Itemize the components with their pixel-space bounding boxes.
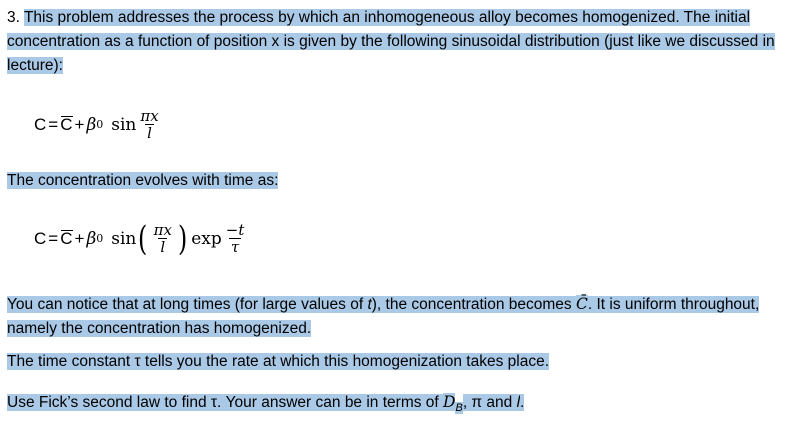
fick-line <box>7 390 524 420</box>
eq2-den: l <box>160 238 166 256</box>
fick-d: D <box>443 393 456 411</box>
eq2-lparen: ( <box>138 218 148 259</box>
eq2-beta: β <box>86 228 97 249</box>
long-times-part1: You can notice that at long times (for large values of <box>7 296 368 313</box>
eq2-sin: sin <box>111 228 137 249</box>
equation-initial-concentration <box>34 108 163 141</box>
long-times-part3: . It is uniform throughout, namely the concentration has homogenized. <box>7 296 760 337</box>
eq1-beta: β <box>86 114 97 135</box>
eq1-c: C <box>34 114 47 134</box>
problem-intro-text: This problem addresses the process by which an inhomogeneous alloy becomes homogenized. The initial concentration as a function of position x is given by the following sinusoidal distribution (just like we discussed in lecture): <box>7 9 775 74</box>
fick-l: l <box>516 394 521 411</box>
eq1-cbar: C <box>60 114 73 134</box>
fick-d-sub: B <box>455 402 463 415</box>
eq2-exp-den: τ <box>230 238 240 256</box>
eq1-fraction <box>138 108 160 141</box>
long-times-part2: ), the concentration becomes <box>371 296 576 313</box>
evolves-line <box>7 169 278 193</box>
eq1-sin: sin <box>111 114 137 135</box>
long-times-paragraph <box>7 292 767 341</box>
eq1-num: πx <box>140 107 159 125</box>
time-constant-line <box>7 350 549 374</box>
eq1-den: l <box>147 124 152 142</box>
eq2-cbar: C <box>60 228 73 248</box>
fick-part3: . <box>520 394 525 411</box>
time-constant-text: The time constant τ tells you the rate at which this homogenization takes place. <box>7 353 550 370</box>
eq2-exp-num: −t <box>225 221 245 239</box>
problem-number: 3. <box>7 9 20 26</box>
eq2-fraction <box>152 222 174 255</box>
eq2-c: C <box>34 228 47 248</box>
problem-intro <box>7 6 787 78</box>
eq2-exp: exp <box>191 228 222 249</box>
equation-time-evolution <box>34 218 248 259</box>
eq1-plus: + <box>74 114 85 134</box>
eq2-plus: + <box>74 228 85 248</box>
eq2-exp-fraction <box>224 222 247 255</box>
long-times-t: t <box>367 296 372 313</box>
fick-part2: , π and <box>462 394 517 411</box>
eq2-beta-sub: 0 <box>96 232 104 245</box>
eq1-beta-sub: 0 <box>96 118 104 131</box>
evolves-text: The concentration evolves with time as: <box>7 172 279 189</box>
eq2-equals: = <box>48 228 59 248</box>
eq2-num: πx <box>153 221 172 239</box>
eq1-equals: = <box>48 114 59 134</box>
fick-part1: Use Fick’s second law to find τ. Your answer can be in terms of <box>7 394 444 411</box>
eq2-rparen: ) <box>177 218 188 259</box>
long-times-cbar: C̄ <box>575 295 588 313</box>
